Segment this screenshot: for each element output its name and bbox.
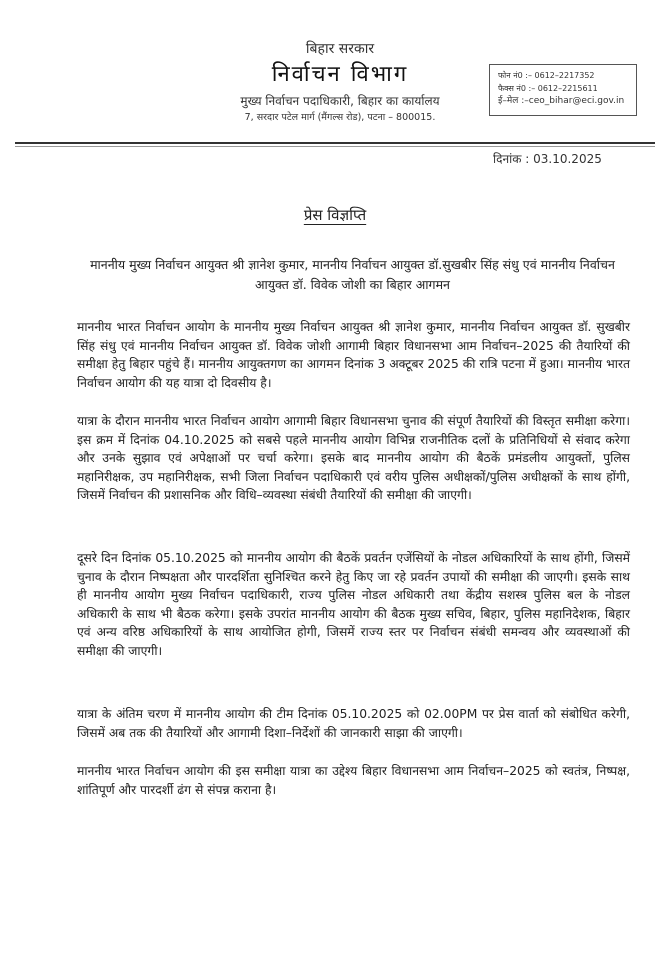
contact-box [489,64,637,116]
document-title-wrapper [0,205,670,225]
paragraph: यात्रा के दौरान माननीय भारत निर्वाचन आयोग आगामी बिहार विधानसभा चुनाव की संपूर्ण तैयारियों की विस्तृत समीक्षा करेगा। इस क्रम में दिनांक 04.10.2025 को सबसे पहले माननीय आयोग विभिन्न राजनीतिक दलों के प्रतिनिधियों से संवाद करेगा और उनके सुझाव एवं अपेक्षाओं पर चर्चा करेगा। इसके बाद माननीय आयोग की बैठकें प्रमंडलीय आयुक्तों, पुलिस महानिरीक्षक, उप महानिरीक्षक, सभी जिला निर्वाचन पदाधिकारी एवं वरीय पुलिस अधीक्षकों/पुलिस अधीक्षकों के साथ होंगी, जिसमें निर्वाचन की प्रशासनिक और विधि–व्यवस्था संबंधी तैयारियों की समीक्षा की जाएगी। [77,414,630,502]
paragraph: दूसरे दिन दिनांक 05.10.2025 को माननीय आयोग की बैठकें प्रवर्तन एजेंसियों के नोडल अधिकारियों के साथ होंगी, जिसमें चुनाव के दौरान निष्पक्षता और पारदर्शिता सुनिश्चित करने हेतु किए जा रहे प्रवर्तन उपायों की समीक्षा की जाएगी। इसके साथ ही माननीय आयोग मुख्य निर्वाचन पदाधिकारी, राज्य पुलिस नोडल अधिकारी तथा केंद्रीय सशस्त्र पुलिस बल के नोडल अधिकारी के साथ भी बैठक करेगा। इसके उपरांत माननीय आयोग की बैठक मुख्य सचिव, बिहार, पुलिस महानिदेशक, बिहार एवं अन्य वरिष्ठ अधिकारियों के साथ आयोजित होगी, जिसमें राज्य स्तर पर निर्वाचन संबंधी समन्वय और व्यवस्थाओं की समीक्षा की जाएगी। [77,551,630,658]
header-divider-thin [15,146,655,147]
document-date: दिनांक : 03.10.2025 [493,152,602,166]
fax-number: फैक्स नं0 :– 0612–2215611 [498,84,598,93]
government-name: बिहार सरकार [305,41,375,57]
letterhead [190,40,490,126]
department-name: निर्वाचन विभाग [271,62,409,87]
header-divider [15,142,655,144]
office-address: 7, सरदार पटेल मार्ग (मैंगल्स रोड), पटना – 800015. [244,112,436,123]
phone-number: फोन नं0 :– 0612–2217352 [498,71,595,80]
paragraph: यात्रा के अंतिम चरण में माननीय आयोग की टीम दिनांक 05.10.2025 को 02.00PM पर प्रेस वार्ता को संबोधित करेगी, जिसमें अब तक की तैयारियों और आगामी दिशा–निर्देशों की जानकारी साझा की जाएगी। [77,707,630,740]
document-title: प्रेस विज्ञप्ति [303,206,367,224]
email-address: ई–मेल :–ceo_bihar@eci.gov.in [498,96,625,106]
paragraph: माननीय भारत निर्वाचन आयोग की इस समीक्षा यात्रा का उद्देश्य बिहार विधानसभा आम निर्वाचन–2025 को स्वतंत्र, निष्पक्ष, शांतिपूर्ण और पारदर्शी ढंग से संपन्न कराना है। [77,764,630,797]
paragraph: माननीय भारत निर्वाचन आयोग के माननीय मुख्य निर्वाचन आयुक्त श्री ज्ञानेश कुमार, माननीय निर्वाचन आयुक्त डॉ. सुखबीर सिंह संधु एवं माननीय निर्वाचन आयुक्त डॉ. विवेक जोशी आगामी बिहार विधानसभा आम निर्वाचन–2025 की तैयारियों की समीक्षा हेतु बिहार पहुंचे हैं। माननीय आयुक्तगण का आगमन दिनांक 3 अक्टूबर 2025 की रात्रि पटना में हुआ। माननीय भारत निर्वाचन आयोग की यह यात्रा दो दिवसीय है। [77,320,630,390]
document-subject: माननीय मुख्य निर्वाचन आयुक्त श्री ज्ञानेश कुमार, माननीय निर्वाचन आयुक्त डॉ.सुखबीर सिंह संधु एवं माननीय निर्वाचन आयुक्त डॉ. विवेक जोशी का बिहार आगमन [90,257,615,292]
office-name: मुख्य निर्वाचन पदाधिकारी, बिहार का कार्यालय [240,94,440,108]
